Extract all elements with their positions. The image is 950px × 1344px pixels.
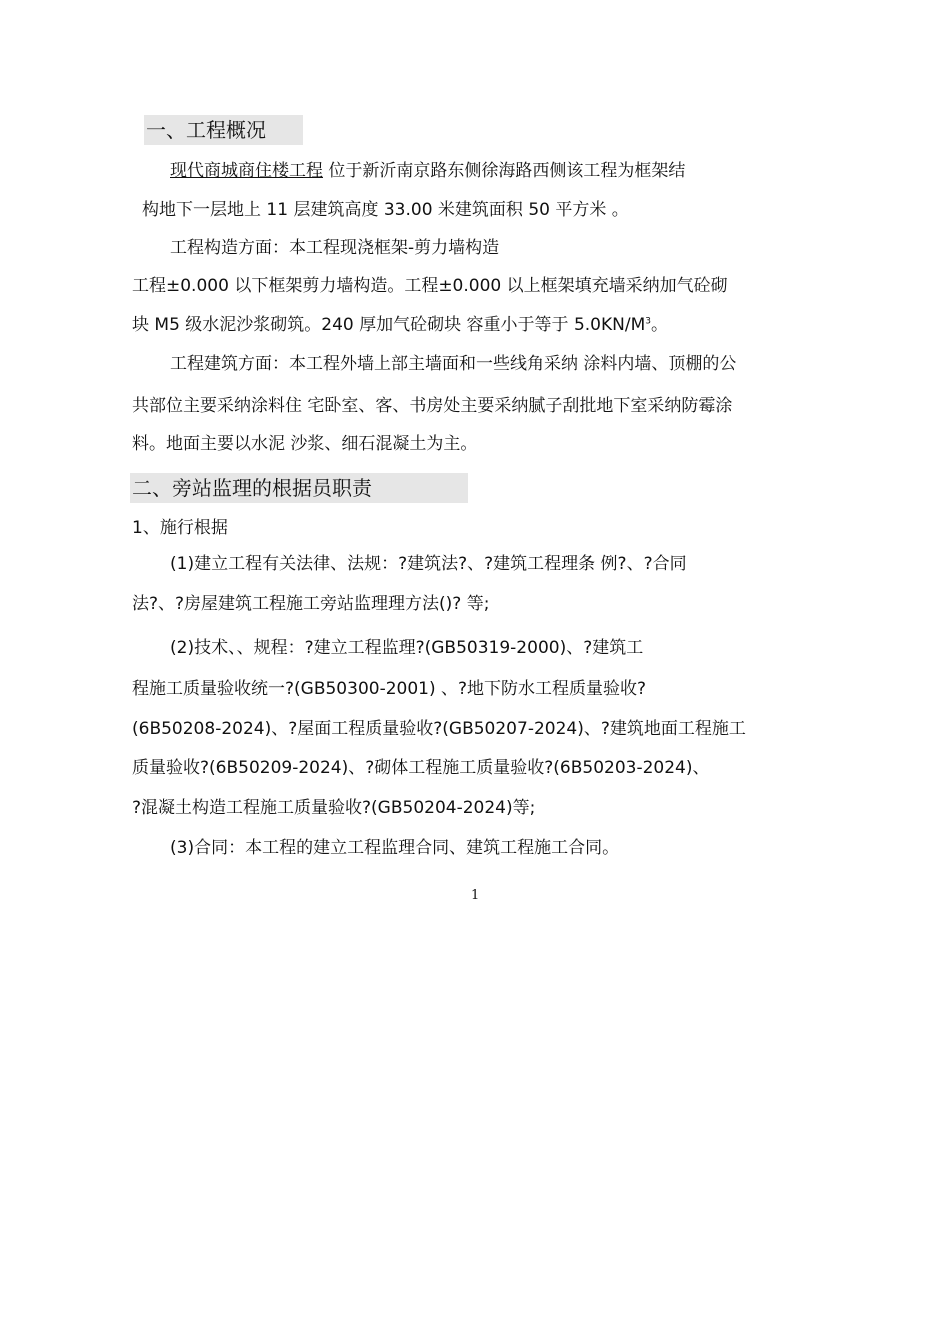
structure-paragraph-line-3 bbox=[132, 313, 668, 337]
structure-paragraph-line-3-text: 块 M5 级水泥沙浆砌筑。240 厚加气砼砌块 容重小于等于 5.0KN/M bbox=[132, 315, 646, 335]
basis-subheading: 1、施行根据 bbox=[132, 518, 228, 538]
section-heading-supervision bbox=[130, 473, 468, 503]
architecture-paragraph-line-2: 共部位主要采纳涂料住 宅卧室、客、书房处主要采纳腻子刮批地下室采纳防霉涂 bbox=[132, 396, 733, 416]
basis-item-2-line-4: 质量验收?(6B50209-2024)、?砌体工程施工质量验收?(6B50203-2024)、 bbox=[132, 758, 710, 778]
basis-item-2-line-3: (6B50208-2024)、?屋面工程质量验收?(GB50207-2024)、?建筑地面工程施工 bbox=[132, 719, 746, 739]
basis-item-2-line-5: ?混凝土构造工程施工质量验收?(GB50204-2024)等; bbox=[132, 798, 536, 818]
architecture-paragraph-line-3: 料。地面主要以水泥 沙浆、细石混凝土为主。 bbox=[132, 434, 478, 454]
overview-paragraph-line-2: 构地下一层地上 11 层建筑高度 33.00 米建筑面积 50 平方米 。 bbox=[142, 200, 629, 220]
overview-paragraph-line-1 bbox=[170, 159, 685, 183]
basis-item-1-line-2: 法?、?房屋建筑工程施工旁站监理理方法()? 等; bbox=[132, 594, 490, 614]
basis-item-2-line-2: 程施工质量验收统一?(GB50300-2001) 、?地下防水工程质量验收? bbox=[132, 679, 647, 699]
structure-paragraph-line-1: 工程构造方面：本工程现浇框架-剪力墙构造 bbox=[170, 238, 500, 258]
structure-paragraph-line-2: 工程±0.000 以下框架剪力墙构造。工程±0.000 以上框架填充墙采纳加气砼砌 bbox=[132, 276, 728, 296]
superscript-3: 3 bbox=[645, 316, 651, 327]
page-number: 1 bbox=[471, 888, 480, 903]
project-name: 现代商城商住楼工程 bbox=[170, 161, 323, 181]
structure-paragraph-line-3-end: 。 bbox=[650, 315, 668, 335]
section-heading-overview-text: 一、工程概况 bbox=[146, 118, 266, 142]
section-heading-supervision-text: 二、旁站监理的根据员职责 bbox=[132, 476, 372, 500]
basis-item-3-line-1: (3)合同：本工程的建立工程监理合同、建筑工程施工合同。 bbox=[170, 838, 620, 858]
basis-item-1-line-1: (1)建立工程有关法律、法规：?建筑法?、?建筑工程理条 例?、?合同 bbox=[170, 554, 687, 574]
architecture-paragraph-line-1: 工程建筑方面：本工程外墙上部主墙面和一些线角采纳 涂料内墙、顶棚的公 bbox=[170, 354, 737, 374]
overview-location-text: 位于新沂南京路东侧徐海路西侧该工程为框架结 bbox=[323, 161, 686, 181]
basis-item-2-line-1: (2)技术、、规程：?建立工程监理?(GB50319-2000)、?建筑工 bbox=[170, 638, 644, 658]
section-heading-overview bbox=[144, 115, 303, 145]
